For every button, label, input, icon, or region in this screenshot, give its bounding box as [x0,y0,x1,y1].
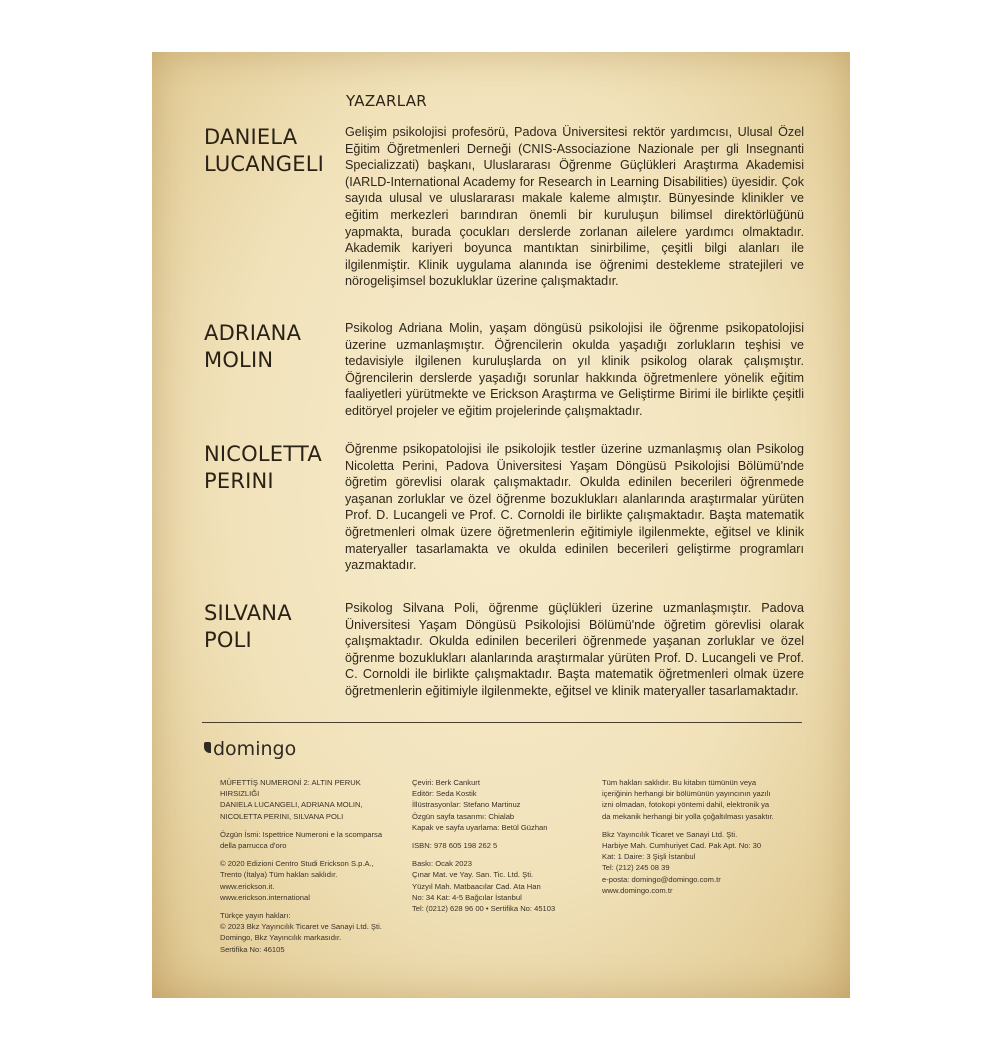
colophon-line: Çeviri: Berk Cankurt [412,778,480,787]
colophon-line: della parrucca d'oro [220,841,287,851]
colophon-line: e-posta: domingo@domingo.com.tr [602,874,721,884]
author-bio: Psikolog Silvana Poli, öğrenme güçlükleri üzerine uzmanlaşmıştır. Padova Üniversitesi Yaşam Döngüsü Psikolojisi Bölümü'nde öğretim görevlisi olarak çalışmaktadır. Okulda edinilen becerileri öğrenmede yaşanan zorluklar ve özel öğrenme bozuklukları alanlarında araştırmalar yürüten Prof. D. Lucangeli ve Prof. C. Cornoldi ile birlikte çalışmaktadır. Başta matematik öğretmenleri olmak üzere öğretmenlerin eğitimiyle ilgilenmekte, eğitsel ve klinik materyaller tasarlamaktadır. [345,601,804,698]
colophon-column-2 [412,777,582,921]
colophon-paragraph [220,829,400,851]
colophon-line: izni olmadan, fotokopi yöntemi dahil, elektronik ya [602,800,770,810]
colophon-paragraph [412,777,582,833]
colophon-line: www.domingo.com.tr [602,885,673,895]
colophon-line: içeriğinin herhangi bir bölümünün yayıncının yazılı [602,789,771,799]
author-bio: Psikolog Adriana Molin, yaşam döngüsü psikolojisi ile öğrenme psikopatolojisi üzerine uzmanlaşmıştır. Öğrencilerin okulda yaşadığı zorlukların teşhisi ve tedavisiyle ilgilenen kuruluşlarda on yıl klinik psikolog olarak çalışmıştır. Öğrencilerin derslerde yaşadığı sorunlar hakkında öğretmenlere yönelik eğitim faaliyetleri yürütmekte ve Erickson Araştırma ve Geliştirme Birimi ile birlikte çeşitli editöryel projeler ve eğitim projelerinde çalışmaktadır. [345,321,804,418]
colophon-line: Tel: (212) 245 08 39 [602,863,670,873]
colophon-line: Çınar Mat. ve Yay. San. Tic. Ltd. Şti. [412,870,534,880]
colophon-line: Özgün sayfa tasarımı: Chialab [412,811,515,821]
logo-text: domingo [213,738,297,760]
colophon-line: Kapak ve sayfa uyarlama: Betül Güzhan [412,822,548,832]
colophon-paragraph [220,910,400,955]
colophon-line: Tel: (0212) 628 96 00 • Sertifika No: 45103 [412,904,556,914]
author-name: SILVANA POLI [204,601,292,652]
colophon-line: www.erickson.it. [220,881,275,891]
colophon-paragraph [602,777,792,822]
section-title: YAZARLAR [346,92,428,110]
colophon-line: İllüstrasyonlar: Stefano Martinuz [412,800,521,810]
book-back-page [152,52,850,998]
domingo-logo-icon [204,742,211,753]
colophon-line: Bkz Yayıncılık Ticaret ve Sanayi Ltd. Şti. [602,829,738,839]
colophon-line: Yüzyıl Mah. Matbaacılar Cad. Ata Han [412,881,541,891]
colophon-paragraph [412,858,582,914]
colophon-line: Trento (İtalya) Tüm hakları saklıdır. [220,870,338,880]
colophon-line: Harbiye Mah. Cumhuriyet Cad. Pak Apt. No: 30 [602,841,762,851]
colophon-line: NICOLETTA PERINI, SILVANA POLI [220,811,344,821]
colophon-paragraph [602,829,792,896]
colophon-column-3 [602,777,792,903]
colophon-line: No: 34 Kat: 4-5 Bağcılar İstanbul [412,892,522,902]
colophon-line: © 2023 Bkz Yayıncılık Ticaret ve Sanayi Ltd. Şti. [220,922,382,932]
colophon-line: MÜFETTİŞ NUMERONİ 2: ALTIN PERUK HIRSIZLIĞI [220,778,361,799]
divider [202,722,802,723]
colophon-line: Özgün İsmi: Ispettrice Numeroni e la scomparsa [220,829,383,839]
author-name: NICOLETTA PERINI [204,442,322,493]
colophon-line: Tüm hakları saklıdır. Bu kitabın tümünün veya [602,778,757,787]
colophon-line: Baskı: Ocak 2023 [412,859,472,869]
colophon-line: Kat: 1 Daire: 3 Şişli İstanbul [602,852,696,862]
author-bio: Gelişim psikolojisi profesörü, Padova Üniversitesi rektör yardımcısı, Ulusal Özel Eğitim Öğretmenleri Derneği (CNIS-Associazione Nazionale per gli Insegnanti Specializzati) başkanı, Uluslararası Öğrenme Güçlükleri Araştırma Akademisi (IARLD-International Academy for Research in Learning Disabilities) üyesidir. Çok sayıda ulusal ve uluslararası makale kaleme almıştır. Bünyesinde klinikler ve eğitim merkezleri barındıran önemli bir kuruluşun bilimsel direktörlüğünü yapmakta, burada çocukları derslerde zorlanan ailelere yardımcı olmaktadır. Akademik kariyeri boyunca mantıktan sinirbilime, çeşitli bilgi alanları ile ilgilenmiştir. Klinik uygulama alanında ise öğrenimi destekleme stratejileri ve nörogelişimsel bozukluklar üzerine çalışmaktadır. [345,125,804,289]
colophon-paragraph [220,858,400,903]
colophon-line: DANIELA LUCANGELI, ADRIANA MOLIN, [220,800,363,810]
colophon-line: Editör: Seda Kostik [412,789,477,799]
colophon-line: www.erickson.international [220,892,310,902]
colophon-column-1 [220,777,400,962]
publisher-logo [204,738,296,760]
colophon-line: Sertifika No: 46105 [220,944,285,954]
colophon-line: Domingo, Bkz Yayıncılık markasıdır. [220,933,342,943]
colophon-line: da mekanik herhangi bir yolla çoğaltılması yasaktır. [602,811,774,821]
colophon-line: © 2020 Edizioni Centro Studi Erickson S.p.A., [220,859,374,869]
author-name: ADRIANA MOLIN [204,321,302,372]
author-bio: Öğrenme psikopatolojisi ile psikolojik testler üzerine uzmanlaşmış olan Psikolog Nicoletta Perini, Padova Üniversitesi Yaşam Döngüsü Psikolojisi Bölümü'nde öğretim görevlisi olarak çalışmaktadır. Okulda edinilen becerileri öğrenmede yaşanan zorluklar ve özel öğrenme bozuklukları alanlarında araştırmalar yürüten Prof. D. Lucangeli ve Prof. C. Cornoldi ile birlikte çalışmaktadır. Başta matematik öğretmenleri olmak üzere öğretmenlerin eğitimiyle ilgilenmekte, eğitsel ve klinik materyaller tasarlamakta ve okulda edinilen becerileri geliştirme programları yazmaktadır. [345,442,804,573]
colophon-line: ISBN: 978 605 198 262 5 [412,841,498,851]
colophon-paragraph [412,840,582,851]
colophon-line: Türkçe yayın hakları: [220,911,291,921]
colophon-paragraph [220,777,400,822]
author-name: DANIELA LUCANGELI [204,125,324,176]
